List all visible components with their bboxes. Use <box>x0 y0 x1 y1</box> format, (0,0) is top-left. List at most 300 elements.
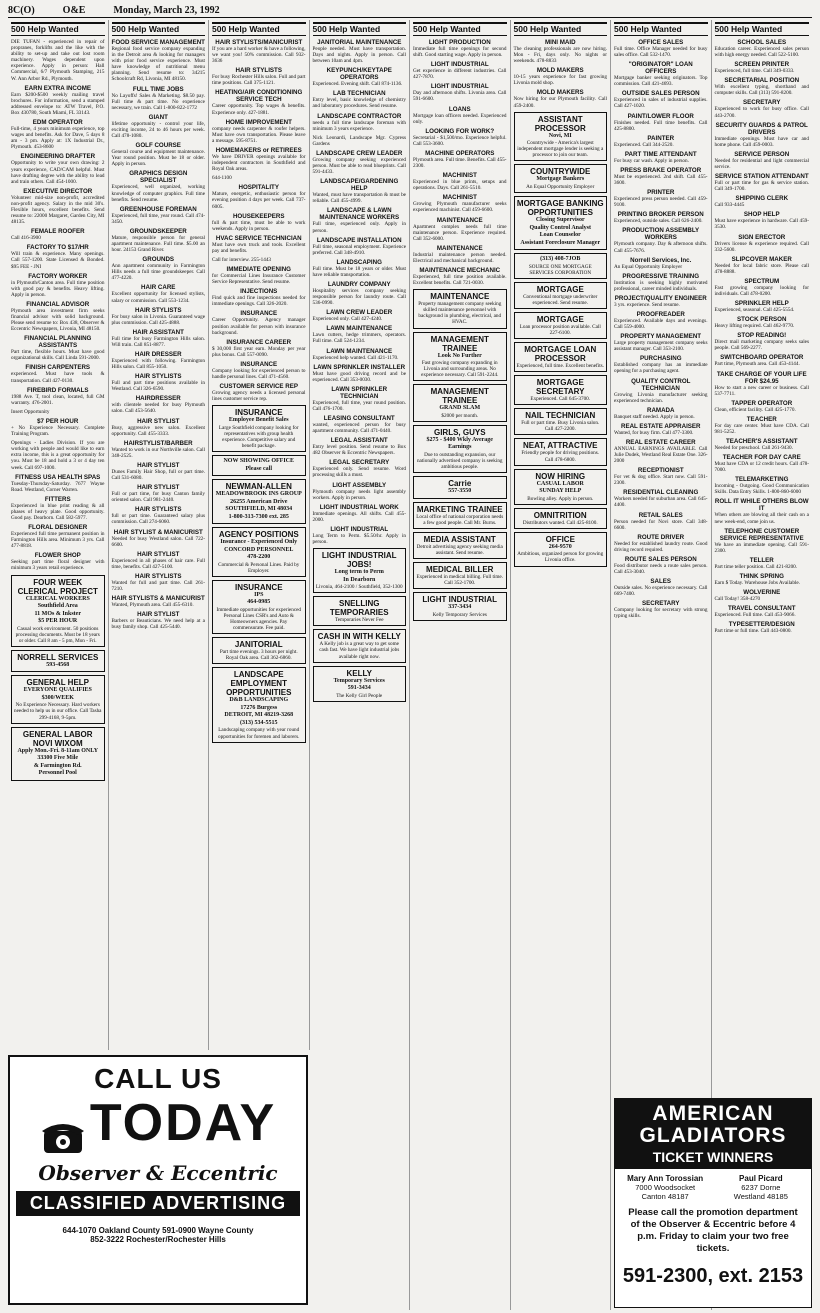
display-ad-line: 11 MOs & Inkster <box>34 610 81 617</box>
ad-heading: LANDSCAPE CREW LEADER <box>316 149 403 157</box>
winner-name: Mary Ann Torossian <box>627 1174 704 1183</box>
classified-ad <box>413 106 507 125</box>
display-ad-box <box>514 408 608 435</box>
winner-2 <box>717 1174 805 1201</box>
display-ad-box <box>514 438 608 465</box>
display-ad-line: Temporary Services <box>333 677 385 684</box>
ad-heading: LAWN CREW LEADER <box>326 309 393 317</box>
classified-ad <box>715 605 810 618</box>
classified-ad <box>112 529 206 548</box>
ad-body: Mortgage banker seeking originators. Top commission. Call 421-4693. <box>614 75 708 88</box>
call-us-today-ad <box>8 1055 308 1305</box>
classified-ad <box>614 578 708 597</box>
ad-body: wanted, experienced person for busy apartment community. Call 471-0440. <box>312 422 406 435</box>
display-ad-line: Personnel Pool <box>38 770 77 777</box>
ad-body: Will train & experience. Many openings. Call 557-1200. State Licensed & Bonded. $95 FEE - JNI <box>11 251 105 270</box>
classified-ad <box>212 339 306 358</box>
ad-heading: MAINTENANCE MECHANIC <box>419 266 501 274</box>
classified-ad <box>614 534 708 553</box>
ad-body: Food distributor needs a route sales person. Call 453-3040. <box>614 562 708 576</box>
ad-body: Entry level position. Send resume to Box 482 Observer & Eccentric Newspapers. <box>312 444 406 457</box>
ad-body: Experienced. Full time. Call 453-9066. <box>714 612 796 619</box>
classified-ad <box>313 459 407 478</box>
classified-ad <box>11 552 105 571</box>
display-ad-box <box>413 592 507 621</box>
display-ad-heading: NORRELL SERVICES <box>17 652 99 662</box>
display-ad-body: Experienced in medical billing. Full time. Call 352-1700. <box>416 574 504 587</box>
ad-heading: LIGHT INDUSTRIAL <box>430 61 489 69</box>
classified-ad <box>11 119 105 150</box>
ad-body: If you are a hard worker & have a following, we want you! 50% commission. Call 932-3636 <box>212 46 306 65</box>
display-ad-line: SOUTHFIELD, MI 48034 <box>225 506 293 513</box>
display-ad-box <box>413 532 507 559</box>
ad-heading: Norrell Services, Inc. <box>630 256 692 264</box>
display-ad-line: 591-3434 <box>347 685 371 692</box>
ad-heading: TEACHER'S ASSISTANT <box>725 438 798 445</box>
classified-column <box>209 20 310 1050</box>
classified-ad <box>715 557 810 570</box>
ad-heading: GROUNDS <box>142 256 175 264</box>
display-ad-box <box>514 112 608 162</box>
display-ad-heading: OFFICE <box>545 534 575 544</box>
display-ad-box <box>212 667 306 742</box>
ad-body: Company looking for secretary with strong typing skills. <box>614 607 708 620</box>
display-ad-heading: MARKETING TRAINEE <box>416 504 503 514</box>
ad-body: $ 30,000 first year earn. Monday per year plus bonus. Call 557-0090. <box>212 345 306 358</box>
classified-ad <box>112 114 206 139</box>
ad-body: Experienced. Evening shift. Call 874-1136. <box>312 81 403 88</box>
display-ad-line: 264-9570 <box>548 543 572 550</box>
ad-body: Full time, seasonal employment. Experience preferred. Call 348-4910. <box>312 243 406 256</box>
ad-heading: "ORIGINATOR" LOAN OFFICERS <box>628 61 693 76</box>
ad-heading: HAIRSTYLIST/BARBER <box>123 439 193 447</box>
display-ad-line: CASUAL LABOR <box>536 480 584 487</box>
display-ad-body: The Kelly Girl People <box>336 692 383 699</box>
classified-ad <box>715 416 810 435</box>
ad-heading: SWITCHBOARD OPERATOR <box>720 354 804 362</box>
page-masthead <box>8 4 812 18</box>
classified-ad <box>715 256 810 275</box>
classified-ad <box>313 150 407 175</box>
display-ad-body: Loan processor position available. Call 227-6100. <box>519 323 601 336</box>
classified-ad <box>413 245 507 264</box>
ad-body: Full-time, 4 years minimum experience, top wages and benefits. Ask for Dave, 5 days 8 am - 3 pm. Apply at: 1X Industrial Dr., Plymouth. 453-8600 <box>11 126 105 151</box>
classified-ad <box>212 257 306 263</box>
display-ad-line: Long term to Perm <box>334 569 384 576</box>
winner-1 <box>621 1174 709 1201</box>
display-ad-box <box>413 425 507 473</box>
display-ad-body: Casual work environment. 50 positions processing documents. Must be 18 years or older. Call 8 am - 5 pm, Mon - Fri. <box>15 625 100 644</box>
ad-heading: LIGHT PRODUCTION <box>428 39 491 46</box>
ad-heading: FINISH CARPENTERS <box>25 364 91 372</box>
ad-heading: SIGN ERECTOR <box>738 233 786 241</box>
classified-column <box>8 20 109 1050</box>
display-ad-line: Assistant Foreclosure Manager <box>520 239 601 246</box>
ad-body: Company looking for experienced person to handle personal lines. Call 471-4560. <box>212 367 306 380</box>
ad-body: Full time for busy Farmington Hills salon. Will train. Call 851-8877. <box>111 335 205 348</box>
ad-body: for Commercial Lines Insurance Customer Service Representative. Send resume. <box>212 273 306 286</box>
ad-heading: HAIR STYLISTS <box>135 306 182 314</box>
ad-body: No Layoffs! Sales & Marketing. $8.50 pay. Full time & part time. No experience necessary, we train. Call 1-800-822-1772 <box>111 92 205 111</box>
display-ad-line: 17276 Burgess <box>240 704 278 711</box>
classified-ad <box>112 228 206 253</box>
ad-body: Openings - Ladies Division. If you are working with people and would like to earn extra income, this is a great opportunity for you. Must be 18 and hold a 3 or 4 day ten week. Call 697-1000. <box>11 440 105 471</box>
display-ad-line: Southfield Area <box>37 603 78 610</box>
ad-heading: FULL TIME JOBS <box>132 85 184 93</box>
display-ad-box <box>413 502 507 529</box>
ad-heading: FACTORY WORKER <box>28 272 88 280</box>
ad-heading: LAWN MAINTENANCE <box>326 347 393 355</box>
classified-ad <box>212 383 306 402</box>
ad-body: Person needed for Novi store. Call 348-6600. <box>614 518 708 531</box>
classified-ad <box>614 39 708 58</box>
ad-heading: ROUTE SALES PERSON <box>624 555 697 563</box>
today-ad-phone-line-2: 852-3222 Rochester/Rochester Hills <box>90 1235 226 1245</box>
classified-ad <box>11 387 105 406</box>
ad-heading: FITNESS USA HEALTH SPAS <box>15 473 101 481</box>
classified-ad <box>614 151 708 164</box>
ad-heading: HAIR STYLISTS <box>135 373 182 381</box>
display-ad-heading: OMNITRITION <box>533 510 587 520</box>
ad-heading: SPRINKLER HELP <box>734 300 789 308</box>
display-ad-line: Employee Benefit Sales <box>228 417 289 424</box>
ad-body: Get experience in different industries. Call 427-7870. <box>413 68 507 81</box>
ad-heading: HAIR STYLIST <box>137 611 180 619</box>
ad-heading: SECRETARY <box>642 600 680 608</box>
ad-body: Needed for residential and light commercial service. <box>714 157 809 170</box>
display-ad-heading: INSURANCE <box>234 582 283 592</box>
display-ad-heading: KELLY <box>346 668 372 678</box>
ad-body: Full and part time positions available in Westland. Call 326-6590. <box>111 380 205 393</box>
ad-body: Plymouth area investment firm seeks financial advisor with solid background. Please send resume to: Box 438, Observer & Eccentric Newspapers, Livonia, MI 48150. <box>11 307 105 333</box>
ad-body: Experienced, well organized, working knowledge of computer graphics. Full time benefits. Send resume. <box>111 184 205 203</box>
issue-date: Monday, March 23, 1992 <box>113 5 220 16</box>
ad-body: Career Opportunity. Agency manager position available for person with insurance background. <box>212 317 306 336</box>
ad-body: Long Term to Perm. $5.50/hr. Apply in person. <box>312 532 406 546</box>
ad-heading: HAIR STYLIST <box>137 417 180 425</box>
classified-ad <box>715 39 810 58</box>
ad-body: Experienced, seasonal. Call 425-5554. <box>714 307 795 314</box>
ad-body: Needed for established laundry route. Good driving record required. <box>614 540 708 553</box>
classified-ad <box>614 211 708 224</box>
display-ad-line: IPS <box>254 591 264 598</box>
ad-heading: FITTERS <box>44 495 71 503</box>
ad-body: Experienced full time permanent position in Farmington Hills area. Minimum 3 yrs. Call 477-8818. <box>11 531 105 550</box>
classified-ad <box>11 85 105 116</box>
ad-heading: EXECUTIVE DIRECTOR <box>23 187 93 195</box>
display-ad-box <box>413 384 507 422</box>
classified-ad <box>313 482 407 501</box>
ad-body: experienced. Must have tools & transportation. Call 427-0130. <box>11 371 105 384</box>
ad-body: An Equal Opportunity Employer <box>614 263 683 270</box>
classified-column <box>109 20 210 1050</box>
classified-ad <box>413 267 507 286</box>
gladiators-line-1: AMERICAN <box>652 1102 774 1125</box>
ad-heading: LAWN SPRINKLER TECHNICIAN <box>331 385 388 400</box>
ad-heading: HOSPITALITY <box>238 184 279 192</box>
ad-body: DIE TUFAN - experienced in repair of propranes, forklifts and the like with the ability to set-up and take out lost room machinery. Wages dependent upon experience. Apply in person: Hall Commercial, 6/7 Plymouth Stamping, 215 W. Ann Arbor Rd., Plymouth. <box>11 39 105 82</box>
display-ad-line: Novi, MI <box>548 132 572 139</box>
ad-body: Full time, experienced only. Apply in person. <box>312 221 406 234</box>
display-ad-heading: NEAT, ATTRACTIVE <box>522 441 598 451</box>
display-ad-box <box>11 575 105 647</box>
display-ad-heading: MEDICAL BILLER <box>426 565 494 575</box>
ad-heading: JANITORIAL MAINTENANCE <box>317 39 402 46</box>
gladiators-phone: 591-2300, ext. 2153 <box>622 1265 804 1287</box>
page-number: 8C(O) <box>8 5 35 16</box>
display-ad-heading: NOW HIRING <box>535 471 586 481</box>
display-ad-body: A Kelly job is a great way to get some cash fast. We have light industrial jobs available right now. <box>319 641 400 660</box>
ad-heading: TELEPHONE CUSTOMER SERVICE REPRESENTATIVE <box>719 527 804 542</box>
ad-heading: OFFICE SALES <box>638 39 684 46</box>
display-ad-heading: MORTGAGE BANKING OPPORTUNITIES <box>516 199 604 218</box>
ad-heading: HAIR STYLISTS & MANICURIST <box>111 595 205 603</box>
classified-ad <box>11 474 105 493</box>
ad-heading: LANDSCAPING <box>336 258 382 266</box>
display-ad-body: SOURCE ONE MORTGAGE SERVICES CORPORATION <box>528 263 592 276</box>
display-ad-box <box>514 342 608 372</box>
display-ad-body: Ambitious, organized person for growing Livonia office. <box>517 551 604 564</box>
ad-heading: PROJECT/QUALITY ENGINEER <box>614 294 707 302</box>
display-ad-heading: JANITORIAL <box>234 640 283 650</box>
ad-heading: MINI MAID <box>544 39 576 46</box>
ad-heading: HAIR STYLISTS <box>235 67 282 75</box>
ad-heading: GIANT <box>148 113 168 121</box>
ad-body: With excellent typing, shorthand and computer skills. Call (313) 591-8200. <box>714 84 809 97</box>
display-ad-body: Friendly people for driving positions. Call 478-6800. <box>521 450 600 463</box>
classified-ad <box>614 512 708 531</box>
display-ad-line: CLERICAL WORKERS <box>25 595 90 602</box>
display-ad-body: Property management company seeking skilled maintenance personnel with background in plumbing, electrical, and HVAC. <box>418 301 502 326</box>
classified-ad <box>614 135 708 148</box>
ad-heading: SCHOOL SALES <box>737 39 787 46</box>
display-ad-line: $275 - $400 Wkly Average Earnings <box>426 436 493 451</box>
display-ad-body: Countrywide - America's largest independent mortgage lender is seeking a processor to join our team. <box>517 140 604 159</box>
display-ad-body: $2000 per month. <box>441 412 479 419</box>
section-header: 500 Help Wanted <box>212 22 306 36</box>
display-ad-body: Landscaping company with year round opportunities for foremen and laborers. <box>218 727 300 740</box>
classified-ad <box>614 167 708 186</box>
classified-ad <box>715 621 810 634</box>
display-ad-box <box>413 476 507 499</box>
classified-ad <box>212 147 306 172</box>
ad-heading: HAIR ASSISTANT <box>132 328 184 336</box>
display-ad-heading: SNELLING TEMPORARIES <box>329 599 389 618</box>
classified-ad <box>313 348 407 361</box>
ad-heading: HAIR STYLIST <box>137 484 180 492</box>
ad-body: Clean, efficient facility. Call 425-1770. <box>714 406 796 413</box>
ad-body: 644-1100 <box>212 175 232 182</box>
ad-heading: EARN EXTRA INCOME <box>24 84 91 92</box>
classified-ad <box>112 506 206 525</box>
display-ad-line: 478-2200 <box>247 554 271 561</box>
classified-ad <box>11 418 105 437</box>
ad-body: Industrial maintenance person needed. Electrical and mechanical background. <box>413 251 507 264</box>
display-ad-box <box>313 596 407 626</box>
display-ad-line: 557-3550 <box>448 488 472 495</box>
classified-ad <box>112 551 206 570</box>
ad-body: Must have good driving record and be experienced. Call 353-0030. <box>312 370 406 383</box>
ad-heading: HVAC SERVICE TECHNICIAN <box>215 234 302 242</box>
ad-body: Tuesday-Thursday-Saturday. 7677 Wayne Road. Westland, Corner Warren. <box>11 480 105 493</box>
telephone-icon <box>40 1117 86 1155</box>
classified-column <box>511 20 612 1310</box>
ad-heading: PRINTING BROKER PERSON <box>617 211 704 219</box>
display-ad-line: MEADOWBROOK INS GROUP <box>215 491 302 498</box>
ad-heading: FINANCIAL ADVISOR <box>26 300 90 308</box>
ad-heading: TELLER <box>749 556 774 564</box>
ad-heading: LOANS <box>448 105 471 113</box>
ad-heading: FINANCIAL PLANNING ASSISTANTS <box>24 335 92 350</box>
gladiators-ticket-ad <box>614 1098 812 1308</box>
classified-ad <box>715 99 810 118</box>
ad-body: Growing Livonia manufacturer seeking experienced technician. <box>614 391 708 404</box>
display-ad-line: 26255 American Drive <box>230 498 288 505</box>
ad-heading: GOLF COURSE <box>135 142 181 150</box>
ad-heading: RESIDENTIAL CLEANING <box>623 489 699 497</box>
ad-heading: INJECTIONS <box>240 288 278 296</box>
ad-body: 3 yrs. experience. Send resume. <box>614 301 680 308</box>
classified-ad <box>514 67 608 86</box>
classified-ad <box>313 437 407 456</box>
classified-ad <box>112 206 206 225</box>
classified-ad <box>313 364 407 383</box>
classified-ad <box>11 153 105 184</box>
display-ad-body: Distributors wanted. Call 425-8100. <box>522 519 598 526</box>
ad-heading: LAB TECHNICIAN <box>332 90 386 98</box>
ad-body: Part time or full time. Call 443-0800. <box>714 628 792 635</box>
display-ad-body: No Experience Necessary. Hard workers needed to help us in our office. Call Tasha 299-4168, 9-5pm. <box>14 702 102 721</box>
classified-ad <box>212 175 306 181</box>
classified-ad <box>715 61 810 74</box>
ad-body: Must be experienced. 2nd shift. Call 455-3600. <box>614 173 708 187</box>
classified-ad <box>212 67 306 86</box>
ad-body: Institution is seeking highly motivated professional, career minded individuals. <box>614 279 708 292</box>
ad-heading: PROPERTY MANAGEMENT <box>620 333 702 341</box>
display-ad-box <box>313 666 407 702</box>
ad-body: Wanted, Plymouth area. Call 455-6310. <box>111 602 194 609</box>
display-ad-line: D&B LANDSCAPING <box>229 697 289 704</box>
ad-body: Ann apartment community in Farmington Hills needs a full time groundskeeper. Call 477-4220. <box>111 263 205 282</box>
ad-body: Experienced, full time, year round position. Call 476-1700. <box>312 399 406 412</box>
display-ad-box <box>11 675 105 723</box>
ad-body: Experienced only. Send resume. Word processing skills a must. <box>312 466 406 479</box>
ad-body: Outside sales. No experience necessary. Call 669-7400. <box>614 585 708 598</box>
classified-ad <box>614 439 708 464</box>
classified-ad <box>313 504 407 523</box>
ad-body: Must have experience in hardware. Call 459-3530. <box>714 218 809 231</box>
display-ad-heading: INSURANCE <box>234 408 283 418</box>
ad-heading: HAIRDRESSER <box>135 395 181 403</box>
ad-body: For day care center. Must have CDA. Call 981-5252. <box>714 422 809 435</box>
ad-heading: MOLD MAKERS <box>536 89 584 97</box>
display-ad-body: Part time evenings. 3 hours per night. Royal Oak area. Call 362-6860. <box>219 649 298 662</box>
ad-heading: PROGRESSIVE TRAINING <box>622 272 700 280</box>
ad-body: Experienced in blue print reading & all phases of heavy plate. Good opportunity. Good pay. Dearborn. Call 582-5977. <box>11 502 105 521</box>
ad-heading: TYPESETTER/DESIGN <box>728 621 795 629</box>
ad-body: 10-15 years experience for fast growing Livonia mold shop. <box>513 74 607 87</box>
display-ad-box <box>514 196 608 250</box>
ad-body: Experienced help wanted. Call 421-1170. <box>312 354 399 361</box>
display-ad-body: Full or part time. Busy Livonia salon. Call 427-2200. <box>521 420 600 433</box>
classified-ad <box>212 235 306 254</box>
ad-body: Experienced, full time position available. Excellent benefits. Call 721-0030. <box>413 273 507 287</box>
display-ad-box <box>11 727 105 781</box>
ad-body: Call Today! 358-4270 <box>714 596 761 603</box>
classified-ad <box>614 489 708 508</box>
display-ad-heading: NEWMAN-ALLEN <box>225 482 292 492</box>
display-ad-line: Apply Mon.-Fri. 8-11am ONLY <box>17 747 99 754</box>
ad-body: Regional food service company expanding in the Detroit area & looking for managers with prior food service experience. Must have knowledge of nutritional menu planning. Send resume to: 34215 Schoolcraft Rd, Livonia, MI 48150. <box>111 46 205 83</box>
classified-ad <box>112 395 206 414</box>
ad-body: Needed for busy Westland salon. Call 722-6600. <box>111 535 205 548</box>
ad-heading: SPECTRUM <box>744 277 780 285</box>
ad-body: company needs carpenter & roofer helpers. Must have own transportation. Please leave a message. 595-8751. <box>212 125 306 144</box>
classified-ad <box>614 311 708 330</box>
ad-body: Full or part time, for busy Canton family oriented salon. Call 981-2440. <box>111 491 205 504</box>
display-ad-line: EVERYONE QUALIFIES <box>23 687 92 694</box>
ad-body: Call 933-4445 <box>714 202 745 209</box>
classified-ad <box>11 335 105 361</box>
ad-heading: REAL ESTATE CAREER <box>625 438 696 446</box>
classified-ad <box>313 325 407 344</box>
classified-ad <box>614 113 708 132</box>
classified-ad <box>715 438 810 451</box>
ad-body: Direct mail marketing company seeks sales people. Call 569-2277. <box>714 339 809 352</box>
ad-heading: HAIR STYLISTS/MANICURIST <box>215 39 303 46</box>
ad-heading: HAIR STYLISTS <box>135 572 182 580</box>
classified-ad <box>212 184 306 209</box>
display-ad-line: 464-0985 <box>247 599 271 606</box>
ad-heading: SALES <box>650 578 672 586</box>
classified-column <box>410 20 511 1310</box>
ad-heading: FOOD SERVICE MANAGEMENT <box>111 39 205 46</box>
classified-ad <box>614 257 708 270</box>
display-ad-heading: CASH IN WITH KELLY <box>317 632 401 642</box>
today-ad-paper-name: Observer & Eccentric <box>38 1161 278 1186</box>
classified-ad <box>413 61 507 80</box>
ad-heading: HAIR STYLISTS <box>135 506 182 514</box>
gladiators-line-2: GLADIATORS <box>639 1124 787 1147</box>
ad-heading: GREENHOUSE FOREMAN <box>119 205 197 213</box>
display-ad-box <box>514 375 608 405</box>
ad-heading: HEATING/AIR CONDITIONING SERVICE TECH <box>215 89 303 104</box>
classified-ad <box>212 288 306 307</box>
winner-city: Westland 48185 <box>733 1192 788 1201</box>
display-ad-line: 33300 Five Mile <box>37 755 79 762</box>
ad-body: with clientele needed for busy Plymouth salon. Call 453-5640. <box>111 402 205 415</box>
ad-heading: SHIPPING CLERK <box>735 195 789 203</box>
display-ad-box <box>313 548 407 593</box>
classified-ad <box>413 194 507 213</box>
ad-heading: SERVICE PERSON <box>734 150 790 158</box>
section-header: 500 Help Wanted <box>11 22 105 36</box>
ad-body: Wanted, must have transportation & must be reliable. Call 455-4999. <box>312 192 406 205</box>
classified-ad <box>413 172 507 191</box>
ad-body: Call 416-3900 <box>11 235 41 242</box>
classified-ad <box>11 364 105 383</box>
gladiators-line-3: TICKET WINNERS <box>652 1149 774 1165</box>
ad-body: Excellent opportunity for licensed stylists, salary or commission. Call 553-1234. <box>111 291 205 304</box>
ad-body: Find quick and fine inspections needed for immediate openings. Call 326-2020. <box>212 295 306 308</box>
ad-heading: SERVICE STATION ATTENDANT <box>714 173 809 181</box>
classified-ad <box>715 371 810 397</box>
display-ad-box <box>514 508 608 529</box>
display-ad-body: Due to outstanding expansion, our nationally advertised company is seeking ambitious people. <box>416 451 503 471</box>
display-ad-line: In Dearborn <box>343 576 376 583</box>
ad-heading: STOP READING! <box>737 332 787 340</box>
classified-ad <box>212 361 306 380</box>
